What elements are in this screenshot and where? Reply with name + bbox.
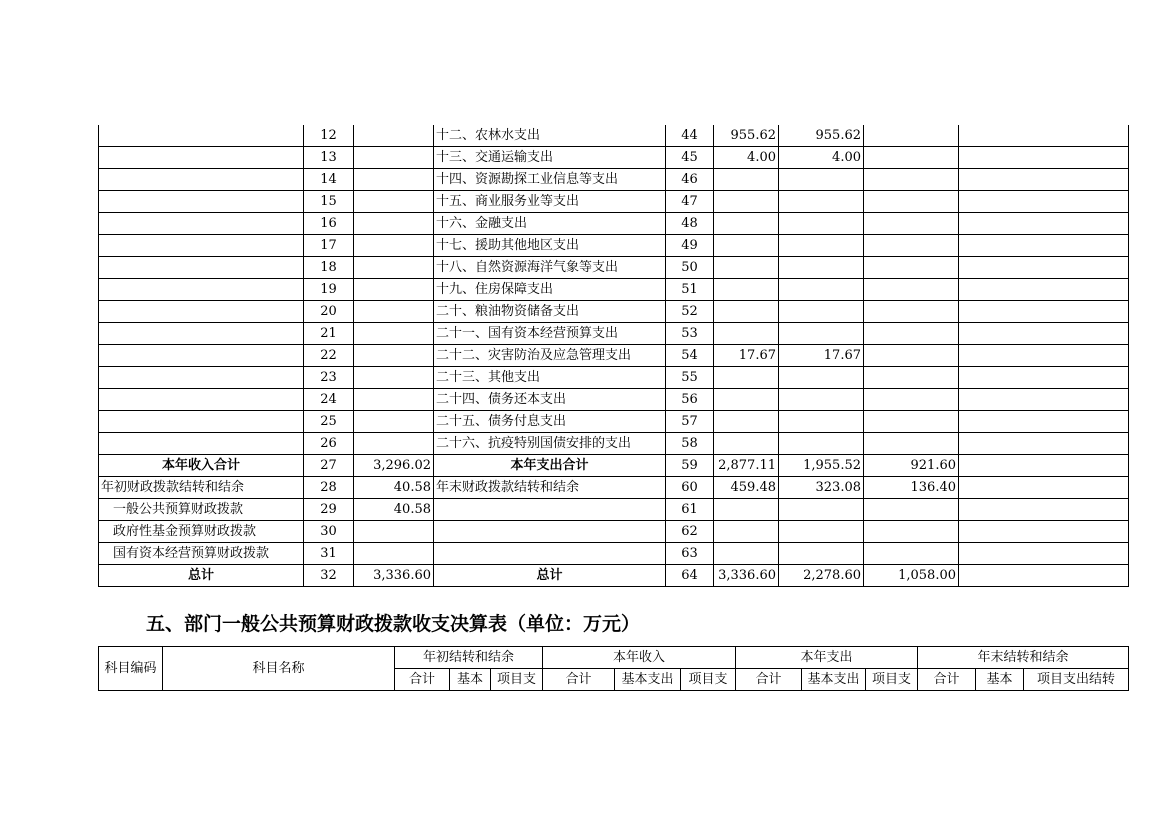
expense-project-cell: 921.60 <box>864 455 959 477</box>
expense-total-cell: 955.62 <box>714 125 779 147</box>
expense-project-cell <box>864 521 959 543</box>
income-amount-cell <box>354 169 434 191</box>
income-amount-cell <box>354 543 434 565</box>
expense-row-number: 46 <box>666 169 714 191</box>
expense-project-cell <box>864 389 959 411</box>
expense-basic-cell: 4.00 <box>779 147 864 169</box>
blank-cell <box>959 301 1129 323</box>
expense-row-number: 58 <box>666 433 714 455</box>
expense-name-cell <box>434 499 666 521</box>
expense-total-cell <box>714 367 779 389</box>
expense-basic-cell <box>779 323 864 345</box>
expense-name-cell: 十七、援助其他地区支出 <box>434 235 666 257</box>
expense-name-cell: 十三、交通运输支出 <box>434 147 666 169</box>
header-sub: 合计 <box>736 669 802 691</box>
expense-row-number: 62 <box>666 521 714 543</box>
blank-cell <box>959 213 1129 235</box>
expense-total-cell: 3,336.60 <box>714 565 779 587</box>
income-row-number: 24 <box>304 389 354 411</box>
income-amount-cell: 40.58 <box>354 477 434 499</box>
blank-cell <box>959 257 1129 279</box>
expense-name-cell: 二十六、抗疫特别国债安排的支出 <box>434 433 666 455</box>
table-row <box>99 389 1129 411</box>
income-name-cell <box>99 323 304 345</box>
expense-project-cell <box>864 411 959 433</box>
income-name-cell <box>99 235 304 257</box>
expense-row-number: 51 <box>666 279 714 301</box>
income-name-cell <box>99 389 304 411</box>
expense-name-cell: 年末财政拨款结转和结余 <box>434 477 666 499</box>
expense-project-cell <box>864 257 959 279</box>
header-sub: 项目支 <box>681 669 736 691</box>
blank-cell <box>959 191 1129 213</box>
expense-name-cell: 二十二、灾害防治及应急管理支出 <box>434 345 666 367</box>
income-row-number: 26 <box>304 433 354 455</box>
expense-project-cell <box>864 499 959 521</box>
income-amount-cell <box>354 433 434 455</box>
expense-row-number: 64 <box>666 565 714 587</box>
header-group: 本年支出 <box>736 647 918 669</box>
income-row-number: 23 <box>304 367 354 389</box>
income-name-cell <box>99 213 304 235</box>
expense-project-cell <box>864 213 959 235</box>
blank-cell <box>959 521 1129 543</box>
income-amount-cell <box>354 345 434 367</box>
blank-cell <box>959 477 1129 499</box>
header-sub: 基本 <box>450 669 491 691</box>
income-row-number: 21 <box>304 323 354 345</box>
income-name-cell: 总计 <box>99 565 304 587</box>
expense-total-cell: 17.67 <box>714 345 779 367</box>
income-row-number: 28 <box>304 477 354 499</box>
income-name-cell <box>99 411 304 433</box>
expense-basic-cell <box>779 279 864 301</box>
blank-cell <box>959 125 1129 147</box>
header-sub: 合计 <box>918 669 976 691</box>
expense-name-cell: 二十五、债务付息支出 <box>434 411 666 433</box>
table-row <box>99 499 1129 521</box>
expense-name-cell: 二十、粮油物资储备支出 <box>434 301 666 323</box>
income-name-cell <box>99 169 304 191</box>
expense-row-number: 53 <box>666 323 714 345</box>
table-row <box>99 521 1129 543</box>
expense-basic-cell <box>779 499 864 521</box>
expense-basic-cell <box>779 235 864 257</box>
expense-row-number: 49 <box>666 235 714 257</box>
blank-cell <box>959 279 1129 301</box>
expense-total-cell <box>714 543 779 565</box>
expense-basic-cell <box>779 169 864 191</box>
expense-project-cell <box>864 169 959 191</box>
table-row <box>99 477 1129 499</box>
income-amount-cell <box>354 235 434 257</box>
expense-basic-cell <box>779 543 864 565</box>
income-name-cell: 本年收入合计 <box>99 455 304 477</box>
expense-project-cell <box>864 367 959 389</box>
expense-row-number: 47 <box>666 191 714 213</box>
income-name-cell <box>99 125 304 147</box>
expense-project-cell <box>864 301 959 323</box>
income-row-number: 27 <box>304 455 354 477</box>
expense-row-number: 57 <box>666 411 714 433</box>
expense-name-cell: 十八、自然资源海洋气象等支出 <box>434 257 666 279</box>
income-name-cell <box>99 147 304 169</box>
income-row-number: 32 <box>304 565 354 587</box>
income-row-number: 25 <box>304 411 354 433</box>
expense-name-cell: 十九、住房保障支出 <box>434 279 666 301</box>
table-row <box>99 455 1129 477</box>
expense-total-cell <box>714 499 779 521</box>
blank-cell <box>959 147 1129 169</box>
table-row <box>99 565 1129 587</box>
income-row-number: 14 <box>304 169 354 191</box>
expense-total-cell <box>714 235 779 257</box>
income-amount-cell <box>354 279 434 301</box>
expense-name-cell: 十五、商业服务业等支出 <box>434 191 666 213</box>
income-name-cell <box>99 279 304 301</box>
expense-basic-cell <box>779 213 864 235</box>
table-row <box>99 169 1129 191</box>
income-amount-cell <box>354 323 434 345</box>
blank-cell <box>959 389 1129 411</box>
expense-name-cell <box>434 543 666 565</box>
income-name-cell: 一般公共预算财政拨款 <box>99 499 304 521</box>
income-amount-cell <box>354 367 434 389</box>
income-amount-cell <box>354 257 434 279</box>
income-row-number: 15 <box>304 191 354 213</box>
expense-total-cell <box>714 411 779 433</box>
expense-basic-cell: 2,278.60 <box>779 565 864 587</box>
income-name-cell <box>99 301 304 323</box>
income-name-cell <box>99 345 304 367</box>
expense-basic-cell: 323.08 <box>779 477 864 499</box>
expense-basic-cell <box>779 367 864 389</box>
blank-cell <box>959 565 1129 587</box>
expense-total-cell: 459.48 <box>714 477 779 499</box>
expense-basic-cell <box>779 257 864 279</box>
header-sub: 基本 <box>976 669 1024 691</box>
budget-header-table <box>98 646 1129 691</box>
income-amount-cell <box>354 521 434 543</box>
income-amount-cell <box>354 213 434 235</box>
expense-total-cell <box>714 301 779 323</box>
blank-cell <box>959 367 1129 389</box>
income-name-cell <box>99 257 304 279</box>
header-code: 科目编码 <box>99 647 163 691</box>
income-name-cell <box>99 191 304 213</box>
table-row <box>99 213 1129 235</box>
expense-total-cell <box>714 521 779 543</box>
header-sub: 项目支 <box>866 669 918 691</box>
expense-total-cell <box>714 169 779 191</box>
header-sub: 项目支出结转 <box>1024 669 1129 691</box>
income-amount-cell <box>354 411 434 433</box>
income-row-number: 13 <box>304 147 354 169</box>
expense-total-cell: 4.00 <box>714 147 779 169</box>
table-row <box>99 235 1129 257</box>
header-name: 科目名称 <box>163 647 395 691</box>
table-row <box>99 433 1129 455</box>
expense-total-cell <box>714 433 779 455</box>
expense-row-number: 44 <box>666 125 714 147</box>
table-row <box>99 345 1129 367</box>
expense-row-number: 59 <box>666 455 714 477</box>
expense-project-cell <box>864 147 959 169</box>
header-group: 年末结转和结余 <box>918 647 1129 669</box>
table-row <box>99 279 1129 301</box>
header-row-groups <box>99 647 1129 669</box>
blank-cell <box>959 499 1129 521</box>
expense-row-number: 52 <box>666 301 714 323</box>
expense-project-cell <box>864 433 959 455</box>
expense-name-cell: 二十三、其他支出 <box>434 367 666 389</box>
table-row <box>99 543 1129 565</box>
expense-total-cell <box>714 279 779 301</box>
income-amount-cell: 40.58 <box>354 499 434 521</box>
income-amount-cell <box>354 301 434 323</box>
expense-name-cell: 二十一、国有资本经营预算支出 <box>434 323 666 345</box>
expense-total-cell: 2,877.11 <box>714 455 779 477</box>
income-name-cell: 年初财政拨款结转和结余 <box>99 477 304 499</box>
expense-row-number: 63 <box>666 543 714 565</box>
expense-project-cell <box>864 345 959 367</box>
income-amount-cell <box>354 125 434 147</box>
expense-project-cell <box>864 191 959 213</box>
table-row <box>99 147 1129 169</box>
income-name-cell: 政府性基金预算财政拨款 <box>99 521 304 543</box>
expense-basic-cell <box>779 389 864 411</box>
expense-basic-cell: 955.62 <box>779 125 864 147</box>
table-row <box>99 257 1129 279</box>
expense-name-cell: 本年支出合计 <box>434 455 666 477</box>
income-amount-cell: 3,336.60 <box>354 565 434 587</box>
expense-total-cell <box>714 213 779 235</box>
income-name-cell <box>99 433 304 455</box>
expense-basic-cell <box>779 521 864 543</box>
expense-name-cell: 总计 <box>434 565 666 587</box>
blank-cell <box>959 323 1129 345</box>
income-row-number: 31 <box>304 543 354 565</box>
section-title: 五、部门一般公共预算财政拨款收支决算表（单位：万元） <box>146 613 641 635</box>
table-row <box>99 411 1129 433</box>
table-row <box>99 125 1129 147</box>
blank-cell <box>959 411 1129 433</box>
income-row-number: 30 <box>304 521 354 543</box>
table-row <box>99 191 1129 213</box>
header-group: 年初结转和结余 <box>395 647 543 669</box>
income-row-number: 12 <box>304 125 354 147</box>
blank-cell <box>959 169 1129 191</box>
expense-total-cell <box>714 191 779 213</box>
expense-total-cell <box>714 257 779 279</box>
expense-row-number: 45 <box>666 147 714 169</box>
table-row <box>99 367 1129 389</box>
blank-cell <box>959 345 1129 367</box>
expense-row-number: 60 <box>666 477 714 499</box>
expense-total-cell <box>714 389 779 411</box>
income-row-number: 19 <box>304 279 354 301</box>
income-row-number: 18 <box>304 257 354 279</box>
table-row <box>99 323 1129 345</box>
header-sub: 基本支出 <box>802 669 866 691</box>
income-amount-cell: 3,296.02 <box>354 455 434 477</box>
header-group: 本年收入 <box>543 647 736 669</box>
expense-name-cell: 十六、金融支出 <box>434 213 666 235</box>
blank-cell <box>959 543 1129 565</box>
income-row-number: 20 <box>304 301 354 323</box>
expense-basic-cell: 17.67 <box>779 345 864 367</box>
expense-name-cell <box>434 521 666 543</box>
income-name-cell: 国有资本经营预算财政拨款 <box>99 543 304 565</box>
income-row-number: 16 <box>304 213 354 235</box>
income-row-number: 17 <box>304 235 354 257</box>
header-sub: 基本支出 <box>615 669 681 691</box>
expense-basic-cell <box>779 191 864 213</box>
expense-project-cell <box>864 279 959 301</box>
expense-project-cell <box>864 235 959 257</box>
expense-basic-cell <box>779 301 864 323</box>
income-row-number: 29 <box>304 499 354 521</box>
income-expense-table <box>98 125 1129 587</box>
expense-total-cell <box>714 323 779 345</box>
expense-row-number: 48 <box>666 213 714 235</box>
header-sub: 合计 <box>395 669 450 691</box>
expense-basic-cell <box>779 433 864 455</box>
expense-basic-cell: 1,955.52 <box>779 455 864 477</box>
income-amount-cell <box>354 147 434 169</box>
blank-cell <box>959 455 1129 477</box>
expense-row-number: 61 <box>666 499 714 521</box>
header-sub: 合计 <box>543 669 615 691</box>
expense-name-cell: 十四、资源勘探工业信息等支出 <box>434 169 666 191</box>
blank-cell <box>959 433 1129 455</box>
expense-project-cell <box>864 125 959 147</box>
expense-name-cell: 十二、农林水支出 <box>434 125 666 147</box>
expense-project-cell <box>864 323 959 345</box>
blank-cell <box>959 235 1129 257</box>
expense-project-cell: 136.40 <box>864 477 959 499</box>
header-sub: 项目支 <box>491 669 543 691</box>
expense-row-number: 54 <box>666 345 714 367</box>
income-amount-cell <box>354 191 434 213</box>
expense-name-cell: 二十四、债务还本支出 <box>434 389 666 411</box>
expense-row-number: 56 <box>666 389 714 411</box>
income-amount-cell <box>354 389 434 411</box>
expense-row-number: 55 <box>666 367 714 389</box>
expense-row-number: 50 <box>666 257 714 279</box>
income-name-cell <box>99 367 304 389</box>
table-row <box>99 301 1129 323</box>
income-row-number: 22 <box>304 345 354 367</box>
expense-project-cell: 1,058.00 <box>864 565 959 587</box>
expense-project-cell <box>864 543 959 565</box>
expense-basic-cell <box>779 411 864 433</box>
